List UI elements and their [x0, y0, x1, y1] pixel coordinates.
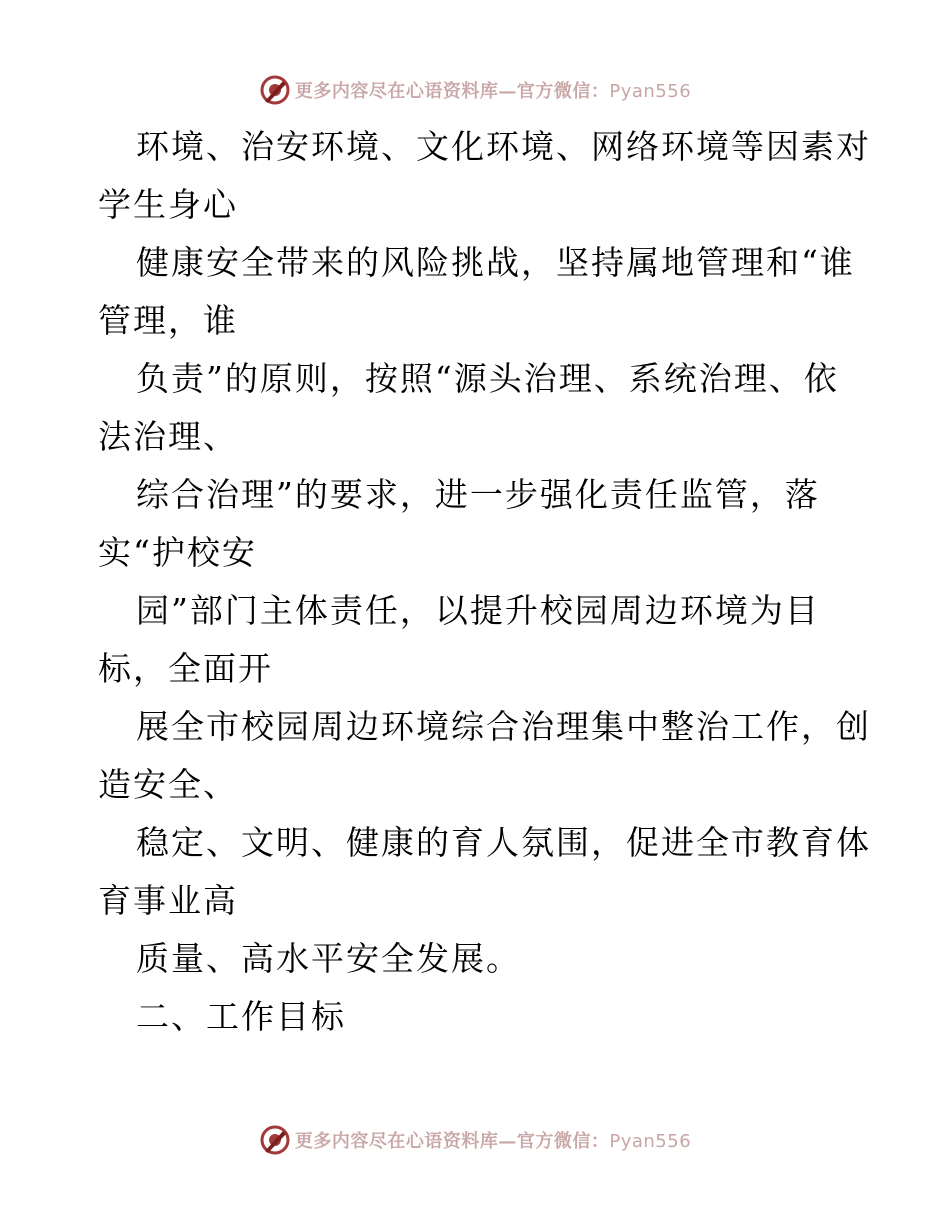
banner-handle: Pyan556 — [609, 81, 692, 102]
banner-text — [295, 1127, 691, 1153]
text-line: 负责”的原则，按照“源头治理、系统治理、依 — [136, 359, 839, 398]
text-line: 质量、高水平安全发展。 — [136, 939, 521, 978]
banner-label: 更多内容尽在心语资料库—官方微信： — [294, 1131, 610, 1152]
text-line: 标，全面开 — [98, 649, 273, 688]
text-line: 稳定、文明、健康的育人氛围，促进全市教育体 — [136, 823, 871, 862]
pen-logo-icon — [259, 74, 291, 106]
text-line: 法治理、 — [98, 417, 238, 456]
text-line: 健康安全带来的风险挑战，坚持属地管理和“谁 — [136, 243, 855, 282]
text-line: 展全市校园周边环境综合治理集中整治工作，创 — [136, 707, 871, 746]
text-line: 环境、治安环境、文化环境、网络环境等因素对 — [136, 127, 871, 166]
banner-label: 更多内容尽在心语资料库—官方微信： — [294, 81, 610, 102]
text-line: 二、工作目标 — [136, 997, 346, 1036]
text-line: 管理，谁 — [98, 301, 238, 340]
text-line: 造安全、 — [98, 765, 238, 804]
footer-banner — [0, 1120, 950, 1160]
text-line: 学生身心 — [98, 185, 238, 224]
text-line: 育事业高 — [98, 881, 238, 920]
header-banner — [0, 70, 950, 110]
document-body — [98, 118, 871, 1046]
banner-text — [295, 77, 691, 103]
banner-handle: Pyan556 — [609, 1131, 692, 1152]
text-line: 综合治理”的要求，进一步强化责任监管，落 — [136, 475, 820, 514]
text-line: 实“护校安 — [98, 533, 257, 572]
text-line: 园”部门主体责任，以提升校园周边环境为目 — [136, 591, 820, 630]
pen-logo-icon — [259, 1124, 291, 1156]
